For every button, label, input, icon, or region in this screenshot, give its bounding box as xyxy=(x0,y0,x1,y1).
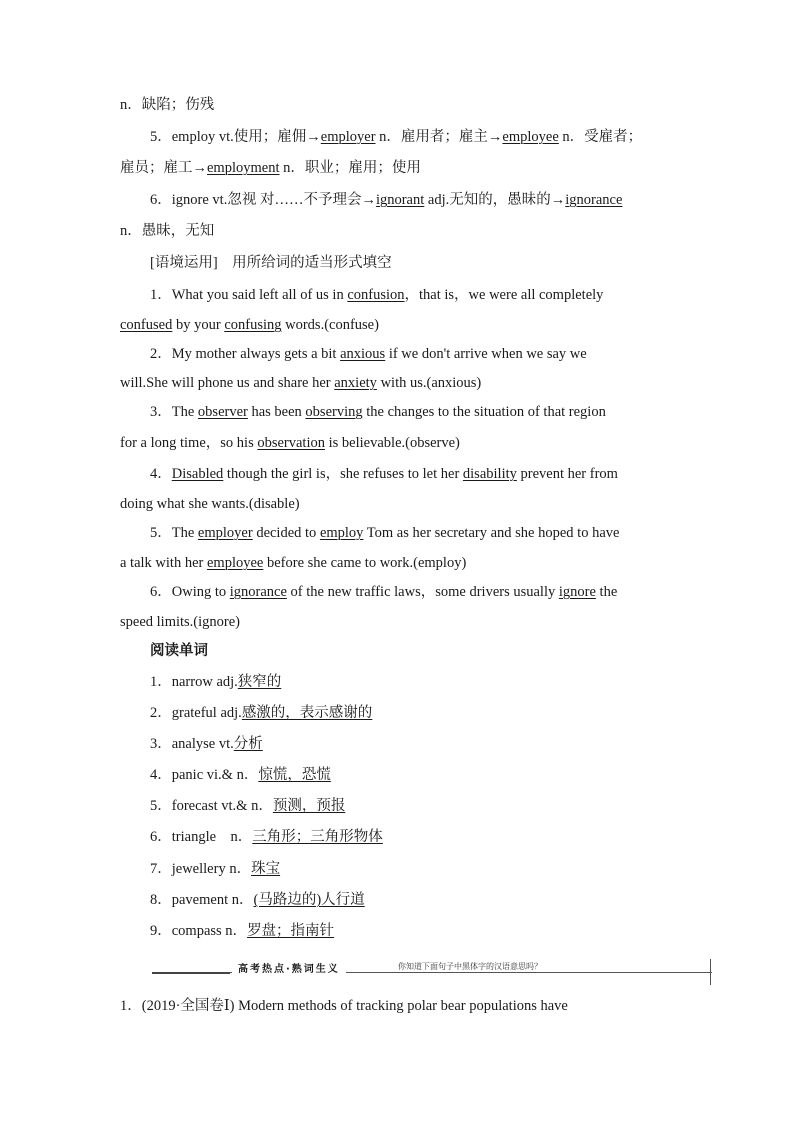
text-line: 1．(2019·全国卷Ⅰ) Modern methods of tracking polar bear populations have xyxy=(120,998,568,1014)
text-line: 2．My mother always gets a bit anxious if we don't arrive when we say we xyxy=(150,346,587,362)
text-line: speed limits.(ignore) xyxy=(120,614,241,630)
banner-title: 高考热点·熟词生义 xyxy=(232,960,346,975)
text-line: confused by your confusing words.(confuse) xyxy=(120,317,379,333)
text-line: for a long time，so his observation is believable.(observe) xyxy=(120,435,460,451)
text-line: 雇员；雇工→employment n．职业；雇用；使用 xyxy=(120,160,421,176)
text-line: n．愚昧，无知 xyxy=(120,223,215,239)
vocab-item: 9．compass n．罗盘；指南针 xyxy=(150,923,335,939)
vocab-item: 6．triangle n．三角形；三角形物体 xyxy=(150,829,383,845)
text-line: 4．Disabled though the girl is，she refuses to let her disability prevent her from xyxy=(150,466,618,482)
vocab-item: 8．pavement n．(马路边的)人行道 xyxy=(150,892,365,908)
vocab-item: 5．forecast vt.& n．预测，预报 xyxy=(150,798,346,814)
text-line: 1．What you said left all of us in confusion，that is，we were all completely xyxy=(150,287,604,303)
text-line: 5．The employer decided to employ Tom as her secretary and she hoped to have xyxy=(150,525,620,541)
text-line: n．缺陷；伤残 xyxy=(120,97,215,113)
vocab-item: 1．narrow adj.狭窄的 xyxy=(150,674,282,690)
text-line: 5．employ vt.使用；雇佣→employer n．雇用者；雇主→employee n．受雇者； xyxy=(150,129,643,145)
section-banner xyxy=(152,957,712,985)
section-heading: [语境运用] 用所给词的适当形式填空 xyxy=(150,255,392,271)
vocab-item: 3．analyse vt.分析 xyxy=(150,736,263,752)
vocab-item: 4．panic vi.& n．惊慌，恐慌 xyxy=(150,767,331,783)
banner-left-rule xyxy=(152,972,230,974)
section-heading: 阅读单词 xyxy=(150,643,208,659)
text-line: a talk with her employee before she came to work.(employ) xyxy=(120,555,467,571)
vocab-item: 7．jewellery n．珠宝 xyxy=(150,861,281,877)
text-line: 3．The observer has been observing the changes to the situation of that region xyxy=(150,404,606,420)
text-line: 6．Owing to ignorance of the new traffic laws，some drivers usually ignore the xyxy=(150,584,618,600)
text-line: will.She will phone us and share her anxiety with us.(anxious) xyxy=(120,375,482,391)
vocab-item: 2．grateful adj.感激的，表示感谢的 xyxy=(150,705,373,721)
text-line: doing what she wants.(disable) xyxy=(120,496,300,512)
banner-hint: 你知道下面句子中黑体字的汉语意思吗？ xyxy=(392,961,548,972)
text-line: 6．ignore vt.忽视 对……不予理会→ignorant adj.无知的，愚昧的→ignorance xyxy=(150,192,623,208)
banner-end-mark xyxy=(710,959,712,985)
